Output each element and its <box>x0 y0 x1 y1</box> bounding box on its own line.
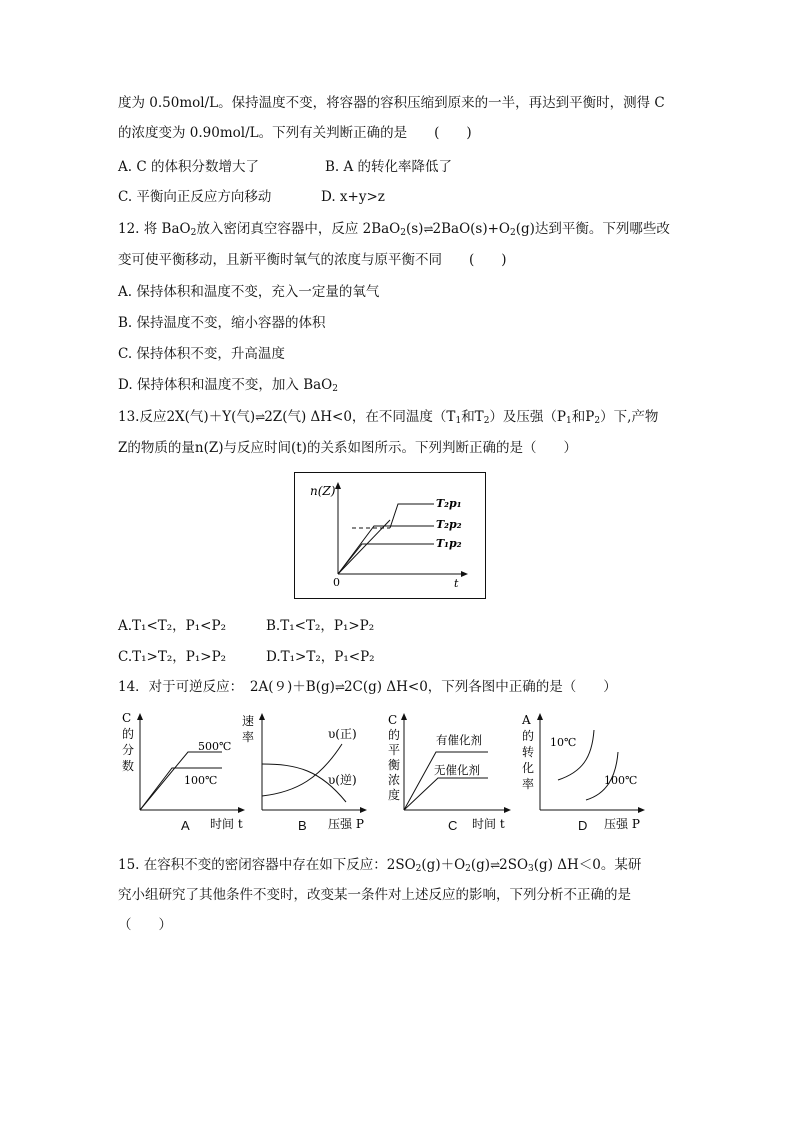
y-axis-arrow-icon <box>335 482 341 489</box>
fig-b-xlabel: 压强 P <box>328 817 364 831</box>
fig-d-ylabel-2: 的 <box>522 729 535 743</box>
fig-a-ylabel-1: C <box>122 711 132 725</box>
fig-a-label-500: 500℃ <box>198 740 232 753</box>
fig-d-ylabel-5: 率 <box>522 777 535 791</box>
fig-c-ylabel-5: 浓 <box>388 773 401 787</box>
equilibrium-arrow-icon: ⇌ <box>255 410 265 424</box>
fig-d-label-10: 10℃ <box>550 736 577 749</box>
q15-stem-line3: （ ） <box>118 917 172 933</box>
q11-option-c: C. 平衡向正反应方向移动 <box>118 189 272 205</box>
q15-stem-line2: 究小组研究了其他条件不变时，改变某一条件对上述反应的影响，下列分析不正确的是 <box>118 887 631 903</box>
fig-c-ylabel-6: 度 <box>388 788 401 802</box>
q14-figure-c <box>386 708 516 836</box>
q12-option-c: C. 保持体积不变，升高温度 <box>118 346 285 362</box>
fig-c-label-no-catalyst: 无催化剂 <box>434 763 480 777</box>
q13-option-b: B.T₁<T₂，P₁>P₂ <box>266 618 375 634</box>
fig-a-ylabel-4: 数 <box>122 759 135 773</box>
fig-b-tag: B <box>298 818 307 833</box>
fig-b-label-reverse: υ(逆) <box>328 773 357 787</box>
fig-b-curve-reverse <box>262 744 342 796</box>
curve-t2p2 <box>338 526 434 574</box>
q13-stem-line1: 13.反应2X(气)＋Y(气)⇌2Z(气) ΔH<0，在不同温度（$T_1$和$T_2$）及压强（$P_1$和$P_2$）下,产物 <box>118 409 659 426</box>
series-label-t2p2: T₂p₂ <box>436 518 462 531</box>
q11-option-b: B. A 的转化率降低了 <box>325 159 453 175</box>
fig-d-label-100: 100℃ <box>604 774 638 787</box>
fig-c-ylabel-4: 衡 <box>388 758 401 772</box>
fig-a-label-100: 100℃ <box>184 774 218 787</box>
fig-d-ylabel-1: A <box>522 713 531 727</box>
fig-a-xlabel: 时间 t <box>210 817 243 831</box>
q12-option-a: A. 保持体积和温度不变，充入一定量的氧气 <box>118 284 380 300</box>
equilibrium-arrow-icon: ⇌ <box>334 680 344 694</box>
y-axis-label: n(Z) <box>310 484 336 498</box>
origin-label: 0 <box>333 576 340 589</box>
x-axis-arrow-icon <box>461 571 468 577</box>
arrow-icon <box>537 713 543 720</box>
q13-option-d: D.T₁>T₂，P₁<P₂ <box>266 649 375 665</box>
fig-b-ylabel-1: 速 <box>242 714 255 728</box>
q12-option-b: B. 保持温度不变，缩小容器的体积 <box>118 315 326 331</box>
fig-c-curve-catalyst <box>404 752 488 810</box>
fig-b-label-forward: υ(正) <box>328 727 357 741</box>
fig-a-ylabel-2: 的 <box>122 727 135 741</box>
fig-b-ylabel-2: 率 <box>242 730 255 744</box>
fig-c-ylabel-1: C <box>388 713 398 727</box>
fig-c-ylabel-3: 平 <box>388 743 401 757</box>
fig-c-tag: C <box>448 818 458 833</box>
q11-text-line2: 的浓度变为 0.90mol/L。下列有关判断正确的是 ( ) <box>118 125 472 141</box>
fig-c-xlabel: 时间 t <box>472 817 505 831</box>
q13-stem-line2: Z的物质的量n(Z)与反应时间(t)的关系如图所示。下列判断正确的是（ ） <box>118 440 577 456</box>
arrow-icon <box>401 713 407 720</box>
q14-figure-d <box>520 708 652 836</box>
q13-option-a: A.T₁<T₂，P₁<P₂ <box>118 618 226 634</box>
fig-d-ylabel-3: 转 <box>522 745 535 759</box>
fig-a-tag: A <box>181 818 190 833</box>
q11-option-a: A. C 的体积分数增大了 <box>118 159 259 175</box>
q12-stem-line1: 12. 将 BaO$_2$放入密闭真空容器中，反应 $2BaO_2(s)\rightleftharpoons 2BaO(s)+O_2(g)$达到平衡。下列哪些改 <box>118 221 670 238</box>
fig-d-tag: D <box>578 818 588 833</box>
q12-stem-line2: 变可使平衡移动，且新平衡时氧气的浓度与原平衡不同 ( ) <box>118 252 507 268</box>
arrow-icon <box>360 807 367 813</box>
q14-figure-a <box>118 708 248 836</box>
fig-c-ylabel-2: 的 <box>388 728 401 742</box>
q14-stem: 14．对于可逆反应： 2A(９)＋B(g)⇌2C(g) ΔH<0，下列各图中正确的是（ ） <box>118 679 617 695</box>
x-axis-label: t <box>454 577 459 590</box>
arrow-icon <box>638 807 645 813</box>
fig-c-curve-no-catalyst <box>404 778 488 810</box>
fig-d-ylabel-4: 化 <box>522 761 535 775</box>
fig-c-label-catalyst: 有催化剂 <box>436 733 482 747</box>
equilibrium-arrow-icon: ⇌ <box>423 222 433 236</box>
arrow-icon <box>137 713 143 720</box>
curve-t2p1-plateau <box>390 504 434 528</box>
q11-option-d: D. x+y>z <box>321 189 385 205</box>
q13-option-c: C.T₁>T₂，P₁>P₂ <box>118 649 227 665</box>
arrow-icon <box>504 807 511 813</box>
arrow-icon <box>259 713 265 720</box>
fig-a-ylabel-3: 分 <box>122 743 135 757</box>
q13-figure <box>294 472 486 599</box>
fig-d-xlabel: 压强 P <box>604 817 640 831</box>
q15-stem-line1: 15. 在容积不变的密闭容器中存在如下反应：$2SO_2(g)+O_2(g)\rightleftharpoons 2SO_3(g)$ ΔH＜0。某研 <box>118 857 642 874</box>
equilibrium-arrow-icon: ⇌ <box>490 858 500 872</box>
q12-option-d: D. 保持体积和温度不变，加入 BaO$_2$ <box>118 377 338 394</box>
series-label-t1p2: T₁p₂ <box>436 537 462 550</box>
q11-text-line1: 度为 0.50mol/L。保持温度不变，将容器的容积压缩到原来的一半，再达到平衡时，测得 C <box>118 95 665 111</box>
series-label-t2p1: T₂p₁ <box>436 497 462 510</box>
q14-figure-b <box>242 708 374 836</box>
